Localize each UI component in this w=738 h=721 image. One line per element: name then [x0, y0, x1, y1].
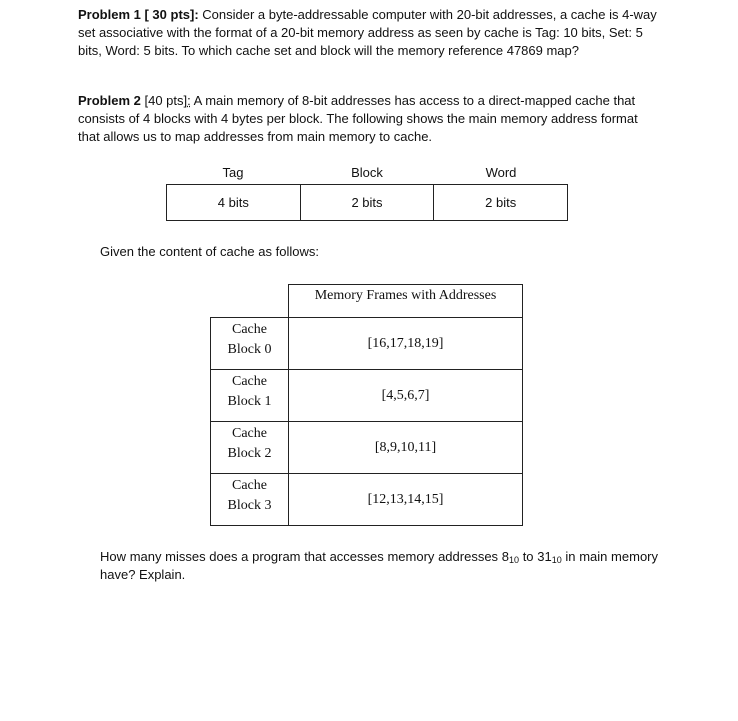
question-text-start: How many misses does a program that accesses memory addresses 8: [100, 549, 509, 564]
misses-question: [100, 548, 658, 584]
problem-1-paragraph: [78, 6, 660, 60]
question-text-end: in main memory have? Explain.: [100, 549, 659, 582]
tag-bits-cell: 4 bits: [167, 185, 301, 220]
memory-frame-cell: [16,17,18,19]: [288, 317, 523, 370]
tag-header: Tag: [222, 165, 244, 180]
question-text-middle: to 31: [519, 549, 552, 564]
cache-block-line1: Cache: [232, 322, 267, 337]
cache-block-label: [210, 473, 289, 526]
problem-1-points: [ 30 pts]:: [144, 7, 199, 22]
word-header: Word: [485, 165, 517, 180]
problem-2-separator: :: [187, 93, 191, 108]
cache-block-line1: Cache: [232, 478, 267, 493]
cache-block-line2: Block 1: [227, 394, 272, 409]
problem-2-points: [40 pts]: [144, 93, 188, 108]
base-10-subscript: 10: [551, 555, 562, 565]
base-10-subscript: 10: [508, 555, 519, 565]
cache-block-line1: Cache: [232, 426, 267, 441]
cache-block-line1: Cache: [232, 374, 267, 389]
problem-1-text: Consider a byte-addressable computer with 20-bit addresses, a cache is 4-way set associative with the format of a 20-bit memory address as seen by cache is Tag: 10 bits, Set: 5 bits, Word: 5 bits. To which cache set and block will the memory reference 47869 map?: [78, 7, 657, 58]
problem-2-text: A main memory of 8-bit addresses has access to a direct-mapped cache that consists of 4 blocks with 4 bytes per block. The following shows the main memory address format that allows us to map addresses from main memory to cache.: [78, 93, 638, 144]
problem-2-paragraph: [78, 92, 660, 146]
block-bits-cell: 2 bits: [301, 185, 435, 220]
cache-block-label: [210, 421, 289, 474]
problem-2-label: Problem 2: [78, 93, 141, 108]
address-format-table: [166, 184, 568, 221]
cache-block-line2: Block 0: [227, 342, 272, 357]
cache-block-label: [210, 317, 289, 370]
problem-1-label: Problem 1: [78, 7, 141, 22]
cache-block-line2: Block 3: [227, 498, 272, 513]
cache-block-label: [210, 369, 289, 422]
memory-frame-cell: [12,13,14,15]: [288, 473, 523, 526]
cache-block-line2: Block 2: [227, 446, 272, 461]
block-header: Block: [351, 165, 383, 180]
memory-frames-header: Memory Frames with Addresses: [288, 284, 523, 318]
word-bits-cell: 2 bits: [485, 195, 517, 210]
given-cache-text: Given the content of cache as follows:: [100, 244, 319, 259]
memory-frame-cell: [8,9,10,11]: [288, 421, 523, 474]
memory-frame-cell: [4,5,6,7]: [288, 369, 523, 422]
